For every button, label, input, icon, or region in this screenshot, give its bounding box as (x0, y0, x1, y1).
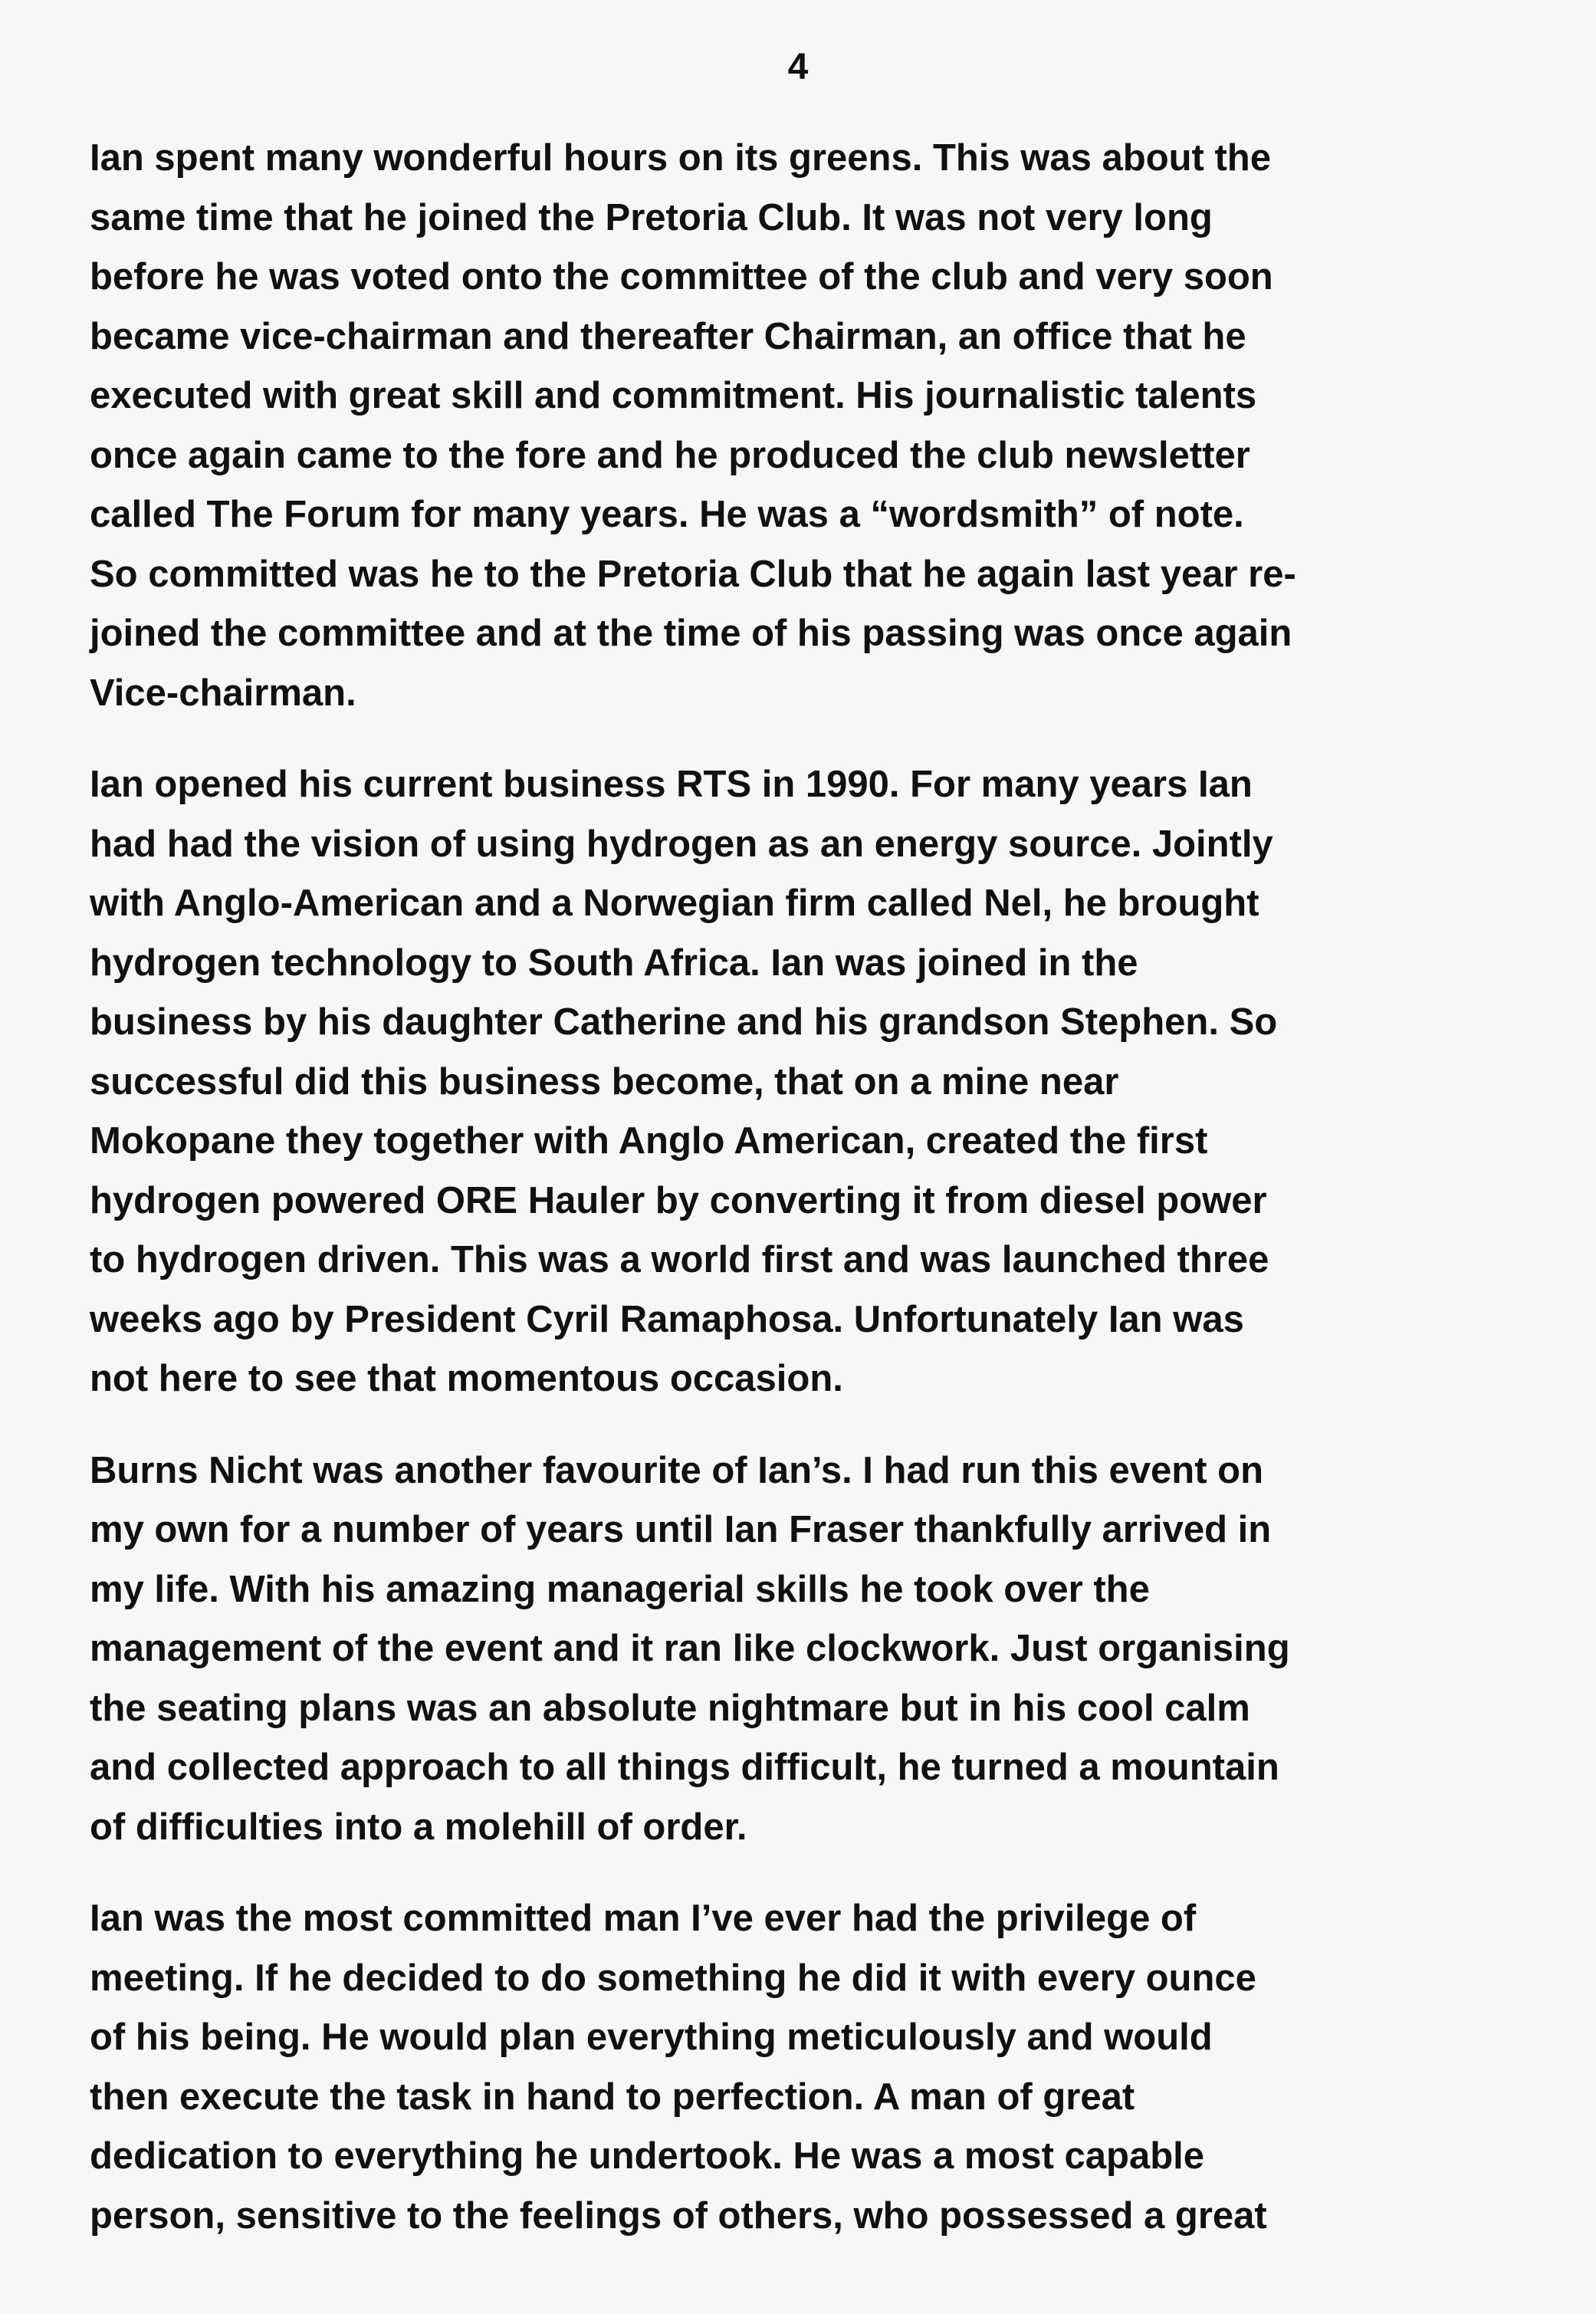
paragraph-1 (90, 129, 1531, 723)
text-line: meeting. If he decided to do something he did it with every ounce (90, 1957, 1256, 1999)
text-line: weeks ago by President Cyril Ramaphosa. Unfortunately Ian was (90, 1298, 1244, 1340)
text-line: management of the event and it ran like clockwork. Just organising (90, 1628, 1290, 1669)
text-line: successful did this business become, that on a mine near (90, 1060, 1119, 1103)
text-line: Ian spent many wonderful hours on its greens. This was about the (90, 137, 1271, 179)
text-line: with Anglo-American and a Norwegian firm called Nel, he brought (90, 883, 1259, 924)
text-line: called The Forum for many years. He was a “wordsmith” of note. (90, 494, 1244, 535)
text-line: then execute the task in hand to perfection. A man of great (90, 2076, 1135, 2118)
text-line: once again came to the fore and he produced the club newsletter (90, 434, 1250, 476)
text-line: of his being. He would plan everything meticulously and would (90, 2017, 1213, 2058)
text-line: business by his daughter Catherine and his grandson Stephen. So (90, 1001, 1278, 1043)
text-line: before he was voted onto the committee of the club and very soon (90, 256, 1273, 297)
paragraph-2 (90, 755, 1531, 1409)
text-line: Ian was the most committed man I’ve ever had the privilege of (90, 1898, 1197, 1939)
text-line: had had the vision of using hydrogen as an energy source. Jointly (90, 823, 1273, 865)
text-line: not here to see that momentous occasion. (90, 1358, 843, 1399)
text-line: So committed was he to the Pretoria Club that he again last year re- (90, 553, 1296, 595)
paragraph-3 (90, 1441, 1531, 1858)
text-line: hydrogen technology to South Africa. Ian was joined in the (90, 942, 1138, 984)
text-line: Vice-chairman. (90, 672, 356, 714)
text-line: Mokopane they together with Anglo American, created the first (90, 1120, 1208, 1162)
text-line: became vice-chairman and thereafter Chairman, an office that he (90, 315, 1246, 357)
body-text (90, 129, 1531, 2278)
text-line: person, sensitive to the feelings of others, who possessed a great (90, 2194, 1267, 2237)
text-line: Ian opened his current business RTS in 1990. For many years Ian (90, 764, 1253, 805)
text-line: of difficulties into a molehill of order. (90, 1806, 747, 1848)
text-line: my life. With his amazing managerial skills he took over the (90, 1568, 1150, 1610)
text-line: joined the committee and at the time of his passing was once again (90, 613, 1292, 654)
text-line: the seating plans was an absolute nightmare but in his cool calm (90, 1687, 1250, 1729)
paragraph-4 (90, 1889, 1531, 2246)
text-line: dedication to everything he undertook. He was a most capable (90, 2135, 1204, 2177)
text-line: Burns Nicht was another favourite of Ian’s. I had run this event on (90, 1449, 1264, 1491)
text-line: my own for a number of years until Ian Fraser thankfully arrived in (90, 1509, 1272, 1550)
text-line: to hydrogen driven. This was a world first and was launched three (90, 1239, 1269, 1280)
page-number: 4 (787, 47, 809, 87)
text-line: executed with great skill and commitment. His journalistic talents (90, 375, 1257, 416)
text-line: and collected approach to all things difficult, he turned a mountain (90, 1747, 1279, 1788)
text-line: same time that he joined the Pretoria Club. It was not very long (90, 196, 1213, 238)
text-line: hydrogen powered ORE Hauler by converting it from diesel power (90, 1179, 1267, 1221)
